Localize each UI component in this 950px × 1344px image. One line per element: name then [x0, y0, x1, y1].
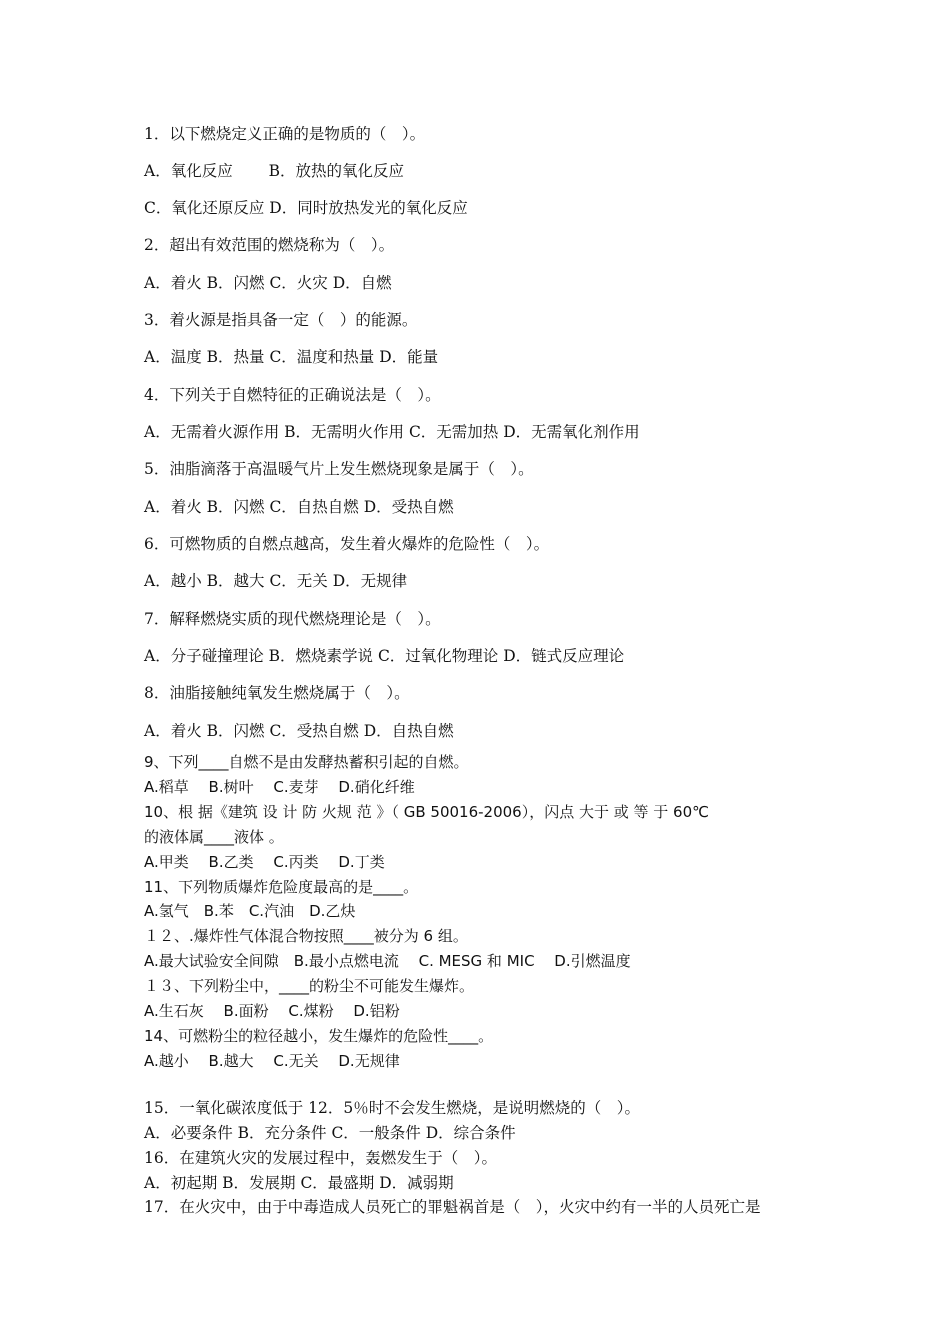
options-3: A．温度 B．热量 C．温度和热量 D．能量: [144, 348, 439, 366]
options-8: A．着火 B．闪燃 C．受热自燃 D．自热自燃: [144, 722, 454, 740]
question-10-text: 10、根 据《建筑 设 计 防 火规 范 》（ GB 50016-2006），闪点 大于 或 等 于 60℃: [144, 803, 709, 821]
question-11: 11、下列物质爆炸危险度最高的是____。: [144, 878, 419, 896]
question-4: 4．下列关于自燃特征的正确说法是（ ）。: [144, 386, 441, 404]
options-6: A．越小 B．越大 C．无关 D．无规律: [144, 572, 408, 590]
options-1b: C．氧化还原反应 D．同时放热发光的氧化反应: [144, 199, 468, 217]
options-16: A．初起期 B．发展期 C．最盛期 D．减弱期: [144, 1174, 454, 1192]
options-11: A.氢气 B.苯 C.汽油 D.乙炔: [144, 902, 356, 920]
question-7: 7．解释燃烧实质的现代燃烧理论是（ ）。: [144, 610, 441, 628]
options-14: A.越小 B.越大 C.无关 D.无规律: [144, 1052, 400, 1070]
options-13: A.生石灰 B.面粉 C.煤粉 D.铝粉: [144, 1002, 400, 1020]
options-7: A．分子碰撞理论 B．燃烧素学说 C．过氧化物理论 D．链式反应理论: [144, 647, 625, 665]
options-4: A．无需着火源作用 B．无需明火作用 C．无需加热 D．无需氧化剂作用: [144, 423, 640, 441]
options-12: A.最大试验安全间隙 B.最小点燃电流 C. MESG 和 MIC D.引燃温度: [144, 952, 631, 970]
question-15: 15．一氧化碳浓度低于 12．5％时不会发生燃烧，是说明燃烧的（ ）。: [144, 1099, 640, 1117]
question-17: 17．在火灾中，由于中毒造成人员死亡的罪魁祸首是（ ），火灾中约有一半的人员死亡是: [144, 1198, 761, 1216]
options-5: A．着火 B．闪燃 C．自热自燃 D．受热自燃: [144, 498, 454, 516]
options-9: A.稻草 B.树叶 C.麦芽 D.硝化纤维: [144, 778, 415, 796]
question-2: 2．超出有效范围的燃烧称为（ ）。: [144, 236, 395, 254]
question-16: 16．在建筑火灾的发展过程中，轰燃发生于（ ）。: [144, 1149, 497, 1167]
question-6: 6．可燃物质的自燃点越高，发生着火爆炸的危险性（ ）。: [144, 535, 550, 553]
question-14: 14、可燃粉尘的粒径越小，发生爆炸的危险性____。: [144, 1027, 494, 1045]
question-10: [144, 802, 806, 822]
question-8: 8．油脂接触纯氧发生燃烧属于（ ）。: [144, 684, 410, 702]
options-15: A．必要条件 B．充分条件 C．一般条件 D．综合条件: [144, 1124, 516, 1142]
question-1: 1．以下燃烧定义正确的是物质的（ ）。: [144, 125, 426, 143]
question-13: １３、下列粉尘中，____的粉尘不可能发生爆炸。: [144, 977, 475, 995]
question-10-cont: 的液体属____液体 。: [144, 828, 284, 846]
question-3: 3．着火源是指具备一定（ ）的能源。: [144, 311, 418, 329]
options-1: A．氧化反应 B．放热的氧化反应: [144, 162, 405, 180]
question-12: １２、.爆炸性气体混合物按照____被分为 6 组。: [144, 927, 468, 945]
options-10: A.甲类 B.乙类 C.丙类 D.丁类: [144, 853, 385, 871]
question-5: 5．油脂滴落于高温暖气片上发生燃烧现象是属于（ ）。: [144, 460, 534, 478]
question-9: 9、下列____自燃不是由发酵热蓄积引起的自燃。: [144, 753, 469, 771]
options-2: A．着火 B．闪燃 C．火灾 D．自燃: [144, 274, 392, 292]
